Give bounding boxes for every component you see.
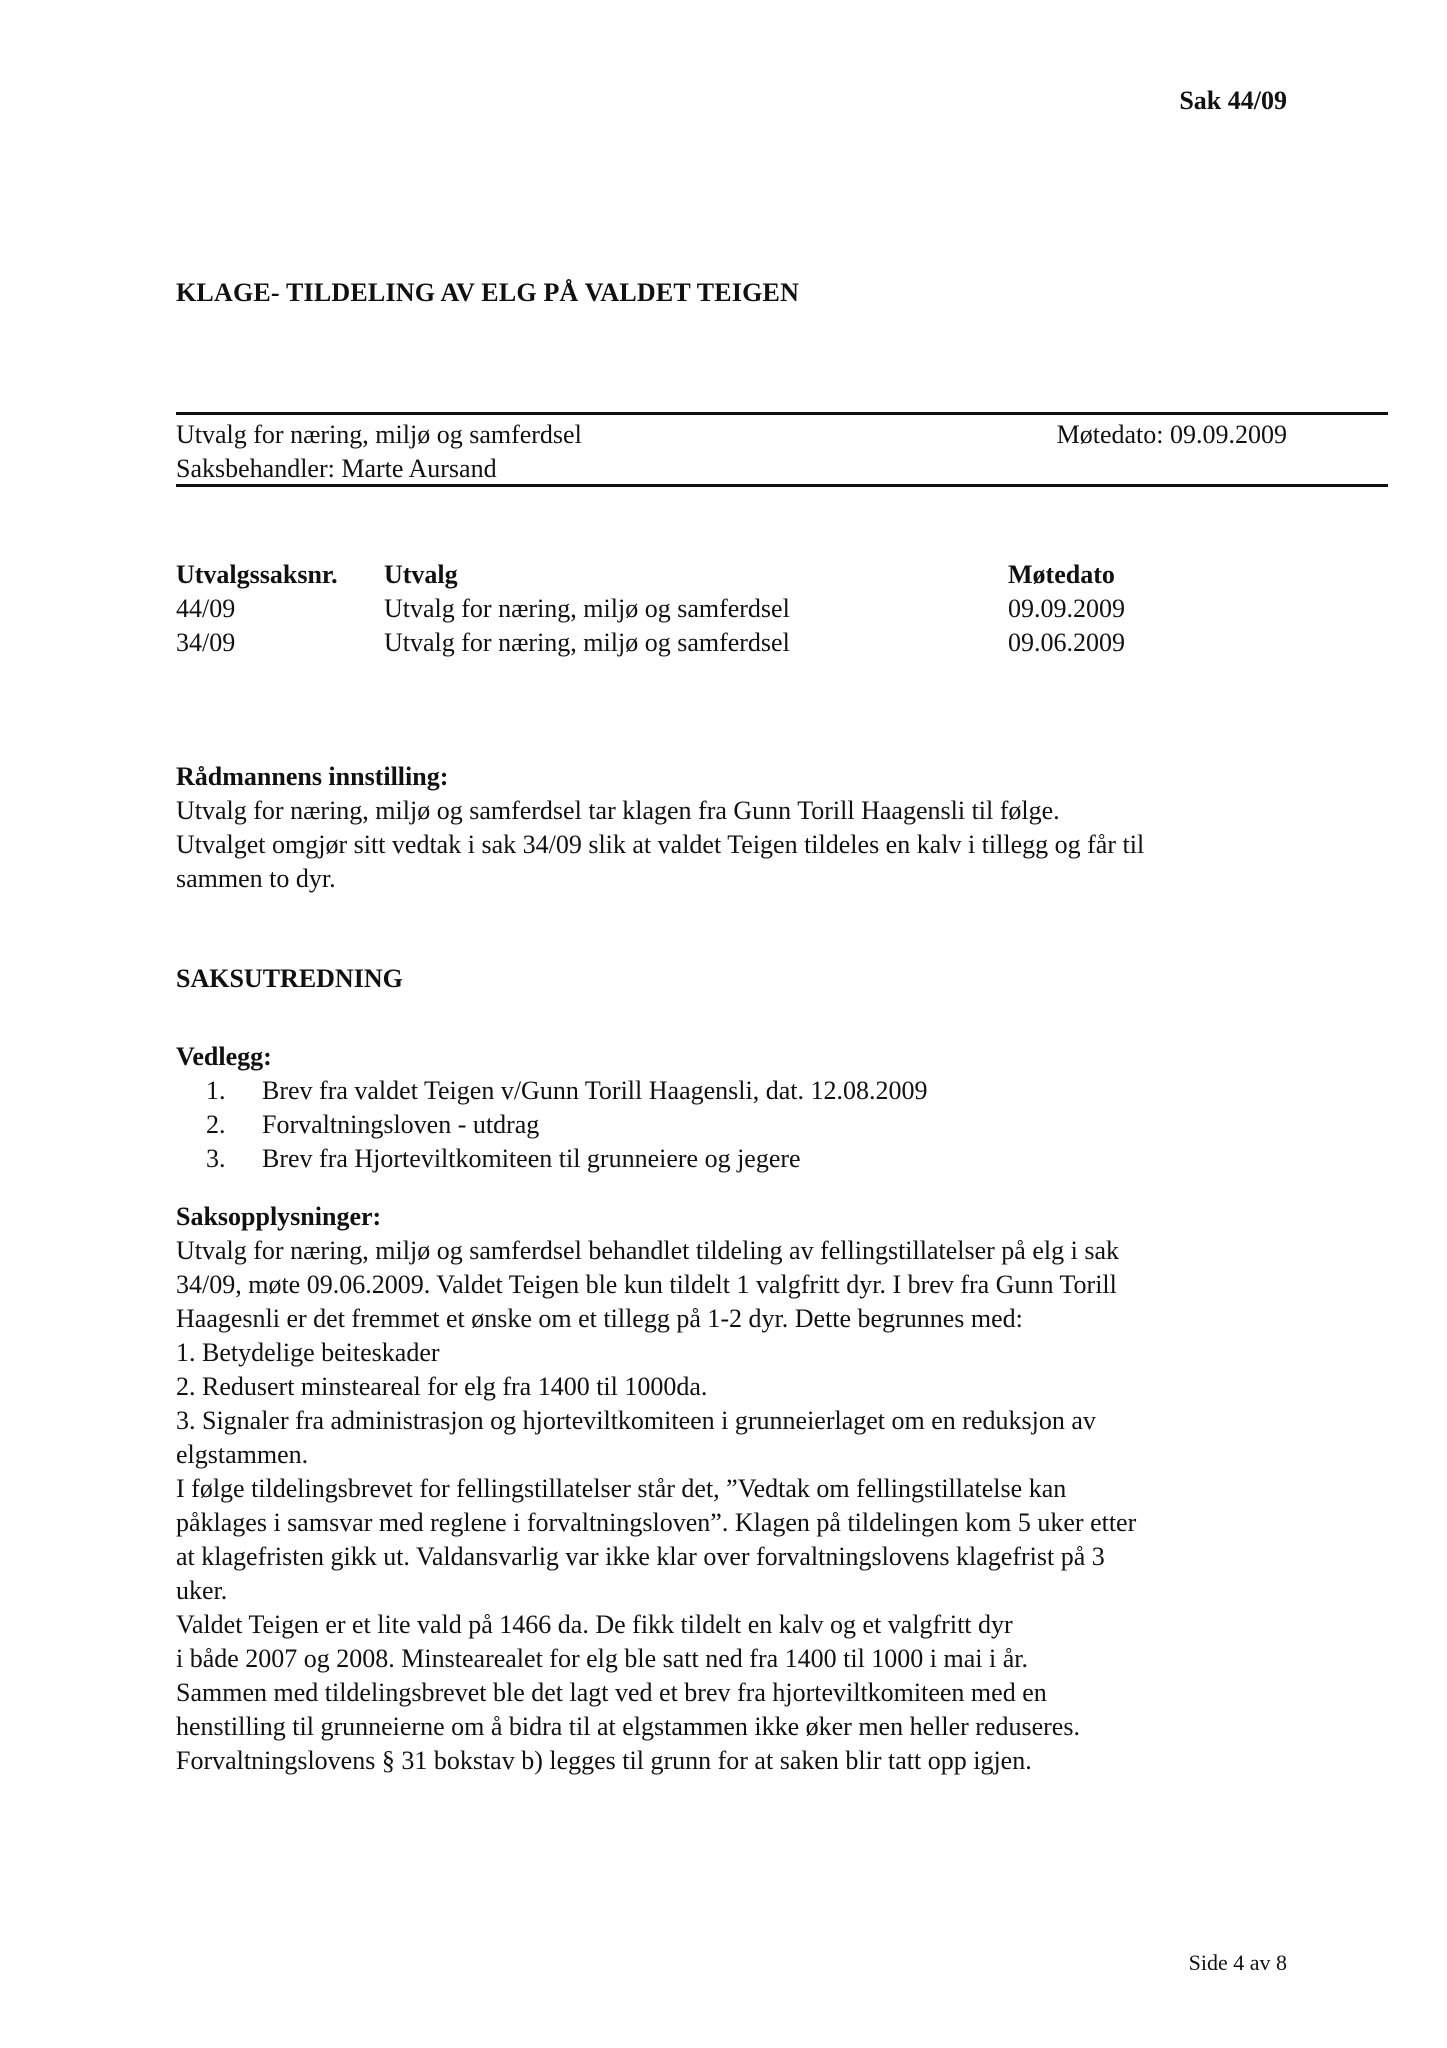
case-table	[176, 558, 1176, 660]
meta-left	[176, 418, 582, 486]
paragraph-line: 2. Redusert minsteareal for elg fra 1400 til 1000da.	[176, 1372, 708, 1401]
table-row	[176, 626, 1176, 660]
table-cell-utvalg: Utvalg for næring, miljø og samferdsel	[384, 594, 790, 623]
table-header-utvalg: Utvalg	[384, 560, 458, 589]
paragraph-line: Valdet Teigen er et lite vald på 1466 da. De fikk tildelt en kalv og et valgfritt dyr	[176, 1610, 1013, 1639]
list-item	[206, 1074, 927, 1108]
list-item-number: 2.	[206, 1110, 226, 1139]
paragraph-line: Haagesnli er det fremmet et ønske om et tillegg på 1-2 dyr. Dette begrunnes med:	[176, 1304, 1023, 1333]
table-header-row	[176, 558, 1176, 592]
paragraph-line: 3. Signaler fra administrasjon og hjorteviltkomiteen i grunneierlaget om en reduksjon av	[176, 1406, 1096, 1435]
paragraph-line: Utvalg for næring, miljø og samferdsel behandlet tildeling av fellingstillatelser på elg i sak	[176, 1236, 1119, 1265]
list-item	[206, 1142, 927, 1176]
table-cell-saksnr: 44/09	[176, 594, 236, 623]
meta-utvalg: Utvalg for næring, miljø og samferdsel	[176, 420, 582, 449]
paragraph-line: 1. Betydelige beiteskader	[176, 1338, 440, 1367]
table-cell-saksnr: 34/09	[176, 628, 236, 657]
paragraph-line: elgstammen.	[176, 1440, 309, 1469]
list-item-text: Brev fra valdet Teigen v/Gunn Torill Haagensli, dat. 12.08.2009	[262, 1076, 928, 1105]
paragraph-line: 34/09, møte 09.06.2009. Valdet Teigen ble kun tildelt 1 valgfritt dyr. I brev fra Gunn Torill	[176, 1270, 1117, 1299]
table-cell-motedato: 09.06.2009	[1008, 628, 1125, 657]
paragraph-line: uker.	[176, 1576, 228, 1605]
paragraph-line: Forvaltningslovens § 31 bokstav b) legges til grunn for at saken blir tatt opp igjen.	[176, 1746, 1032, 1775]
meta-motedato: Møtedato: 09.09.2009	[1056, 420, 1287, 449]
table-row	[176, 592, 1176, 626]
list-item-text: Brev fra Hjorteviltkomiteen til grunneiere og jegere	[262, 1144, 801, 1173]
table-cell-motedato: 09.09.2009	[1008, 594, 1125, 623]
top-rule	[176, 412, 1388, 415]
paragraph-line: påklages i samsvar med reglene i forvaltningsloven”. Klagen på tildelingen kom 5 uker etter	[176, 1508, 1137, 1537]
saksopplysninger-heading: Saksopplysninger:	[176, 1202, 382, 1231]
list-item	[206, 1108, 927, 1142]
saksopplysninger-section	[176, 1200, 1336, 1778]
list-item-text: Forvaltningsloven - utdrag	[262, 1110, 540, 1139]
innstilling-section	[176, 760, 1336, 896]
innstilling-line: sammen to dyr.	[176, 864, 336, 893]
saksutredning-heading: SAKSUTREDNING	[176, 964, 403, 993]
sak-number: Sak 44/09	[1179, 86, 1287, 115]
table-header-motedato: Møtedato	[1008, 560, 1115, 589]
page-title: KLAGE- TILDELING AV ELG PÅ VALDET TEIGEN	[176, 278, 800, 307]
meta-saksbehandler: Saksbehandler: Marte Aursand	[176, 454, 497, 483]
list-item-number: 3.	[206, 1144, 226, 1173]
list-item-number: 1.	[206, 1076, 226, 1105]
paragraph-line: at klagefristen gikk ut. Valdansvarlig var ikke klar over forvaltningslovens klagefrist på 3	[176, 1542, 1105, 1571]
paragraph-line: I følge tildelingsbrevet for fellingstillatelser står det, ”Vedtak om fellingstillatelse kan	[176, 1474, 1067, 1503]
table-cell-utvalg: Utvalg for næring, miljø og samferdsel	[384, 628, 790, 657]
innstilling-line: Utvalget omgjør sitt vedtak i sak 34/09 slik at valdet Teigen tildeles en kalv i tillegg og får til	[176, 830, 1145, 859]
innstilling-line: Utvalg for næring, miljø og samferdsel tar klagen fra Gunn Torill Haagensli til følge.	[176, 796, 1060, 825]
vedlegg-heading: Vedlegg:	[176, 1042, 272, 1071]
vedlegg-list	[206, 1074, 927, 1176]
bottom-rule	[176, 484, 1388, 487]
paragraph-line: Sammen med tildelingsbrevet ble det lagt ved et brev fra hjorteviltkomiteen med en	[176, 1678, 1047, 1707]
paragraph-line: i både 2007 og 2008. Minstearealet for elg ble satt ned fra 1400 til 1000 i mai i år.	[176, 1644, 1029, 1673]
page-number: Side 4 av 8	[1188, 1950, 1287, 1975]
paragraph-line: henstilling til grunneierne om å bidra til at elgstammen ikke øker men heller reduseres.	[176, 1712, 1080, 1741]
innstilling-heading: Rådmannens innstilling:	[176, 762, 449, 791]
table-header-saksnr: Utvalgssaksnr.	[176, 560, 338, 589]
